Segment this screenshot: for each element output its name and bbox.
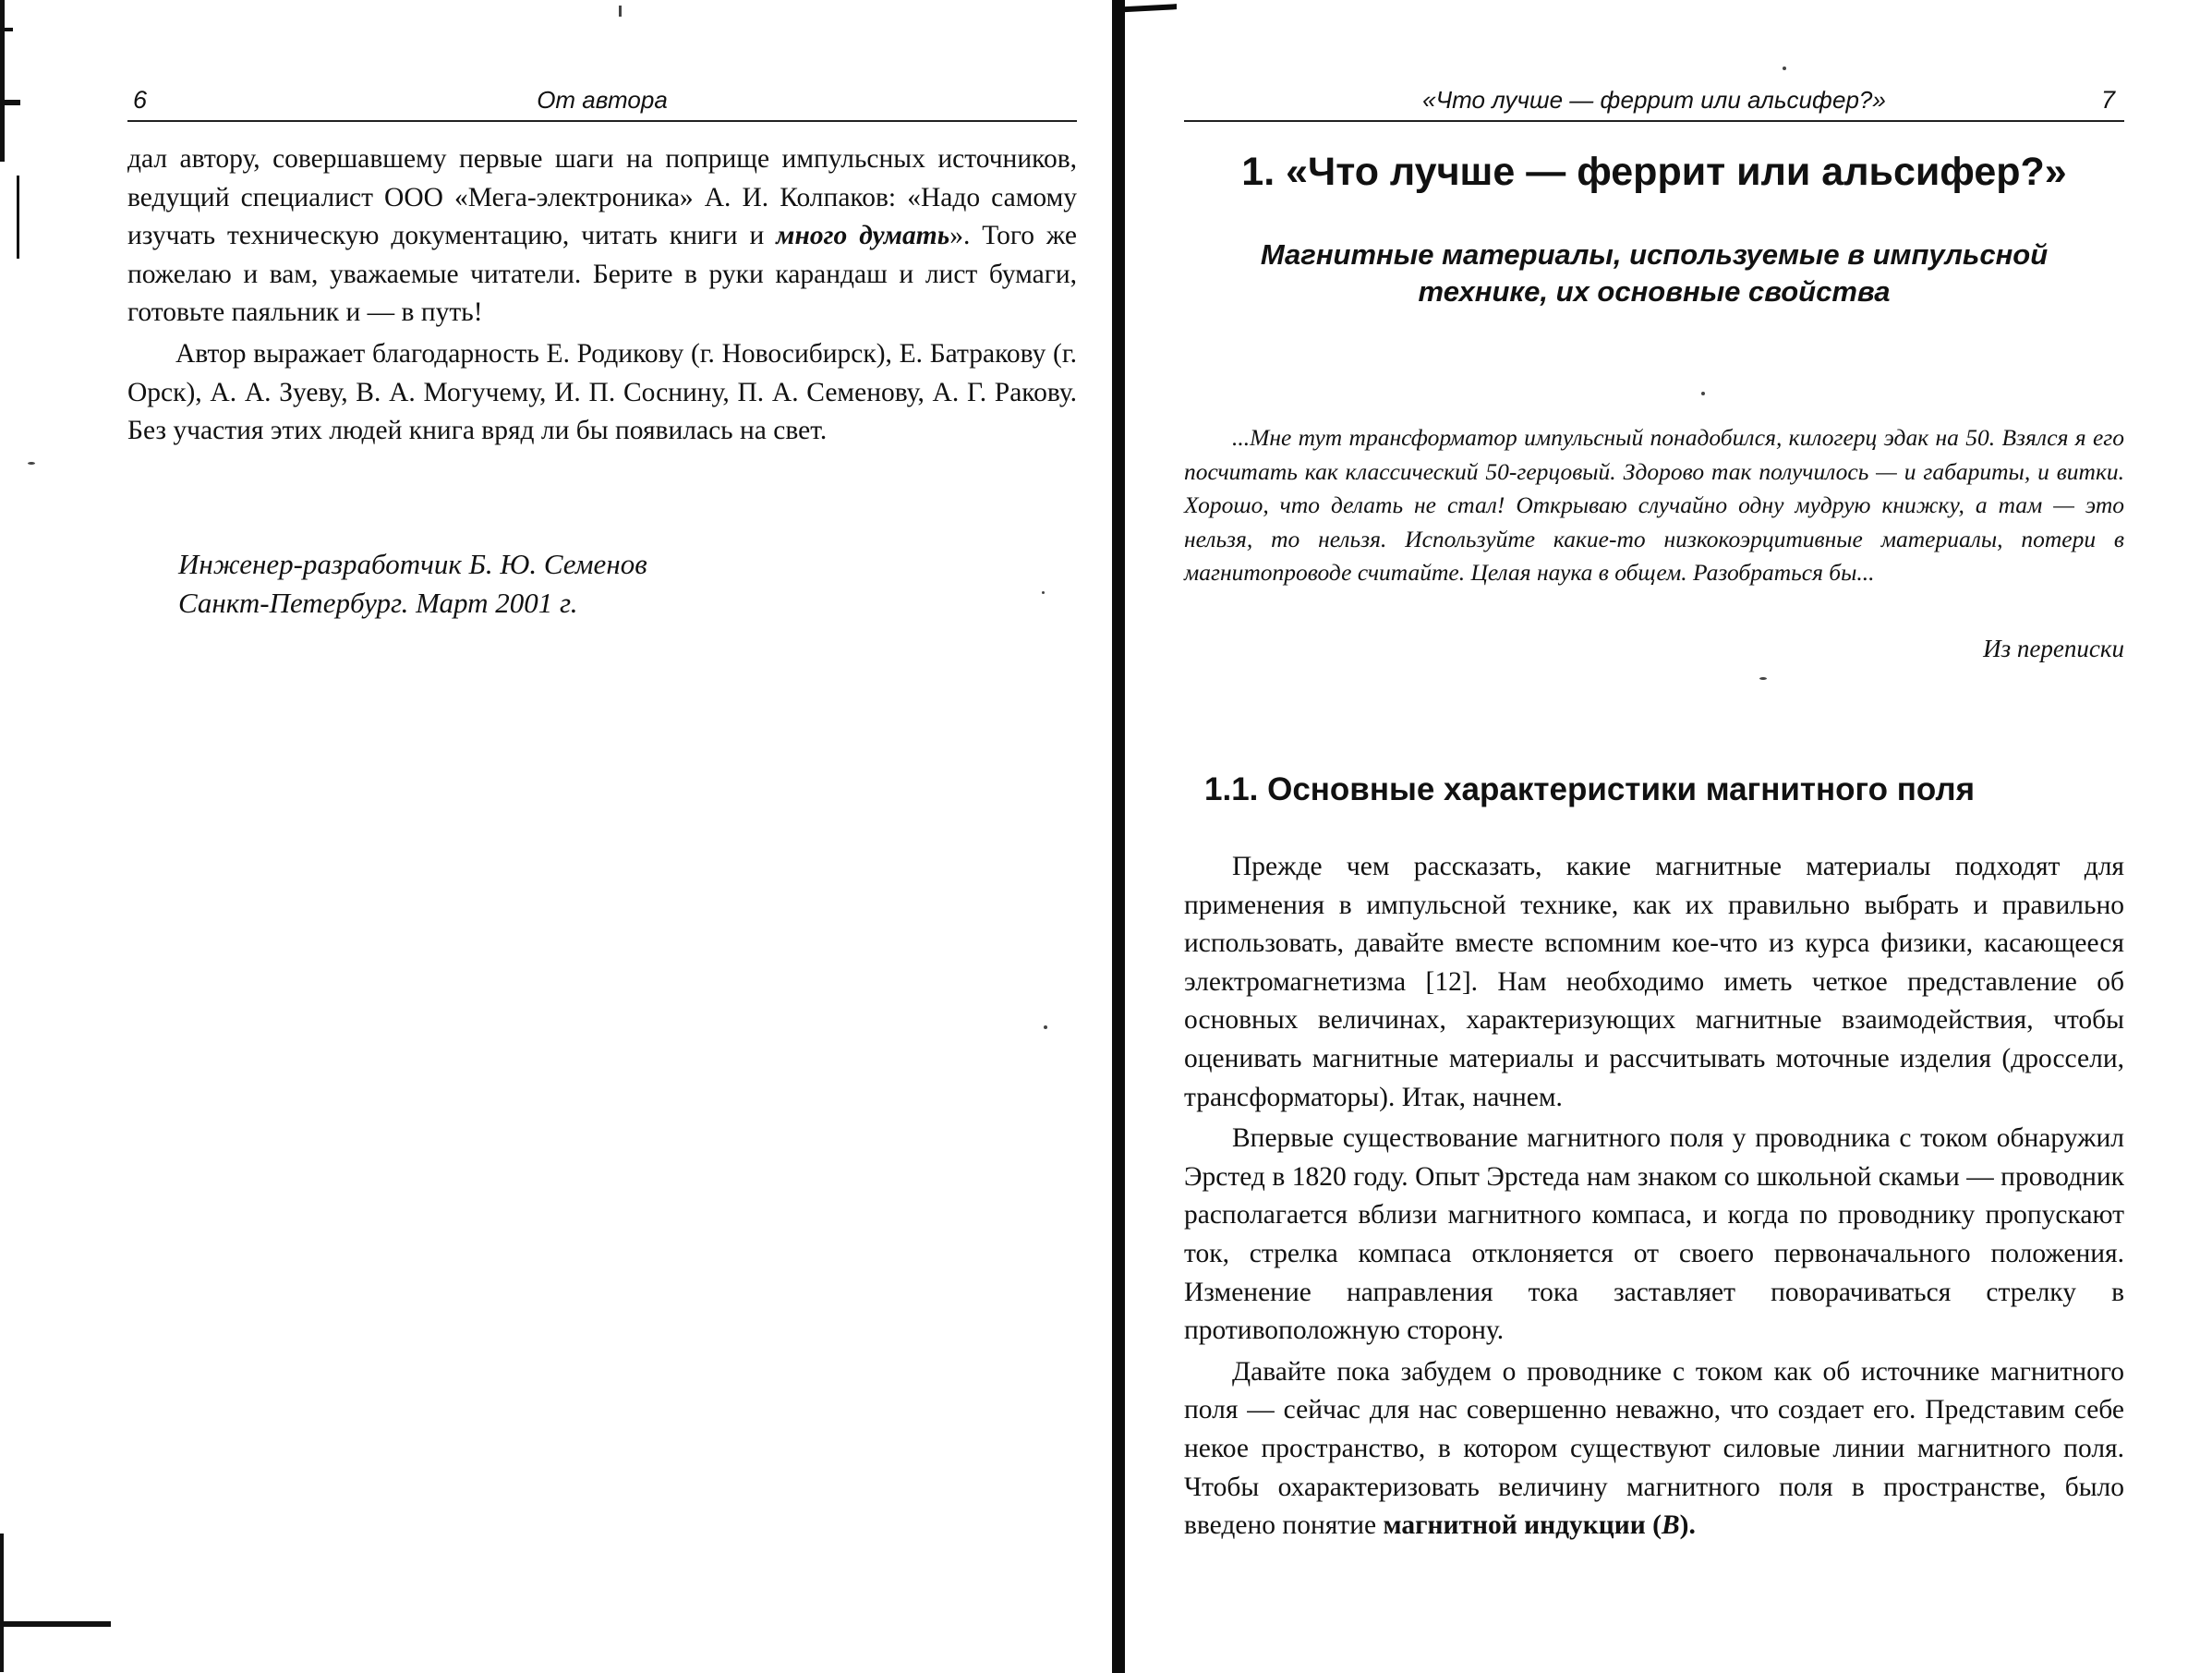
section-title: 1.1. Основные характеристики магнитного поля: [1204, 771, 1976, 807]
scan-edge-mark: [0, 0, 5, 162]
scan-speck: [28, 462, 35, 465]
scan-edge-mark: [0, 100, 20, 105]
epigraph-text: ...Мне тут трансформатор импульсный понадобился, килогерц эдак на 50. Взялся я его посчитать как классический 50-герцовый. Здорово так получилось — и габариты, и витки. Хорошо, что делать не стал! Открываю случайно одну мудрую книжку, а там — это нельзя, то нельзя. Используйте какие-то низкокоэрцитивные материалы, потери в магнитопроводе считайте. Целая наука в общем. Разобраться бы...: [1184, 424, 2124, 586]
body-text: [127, 140, 1077, 451]
body-text: [1184, 848, 2124, 1546]
author-signature: [178, 545, 647, 623]
right-page: [1184, 0, 2124, 1673]
scan-edge-mark: [0, 1534, 4, 1672]
page-number: 6: [133, 86, 148, 114]
emphasis-text: много думать: [776, 221, 950, 251]
epigraph: [1184, 421, 2124, 590]
scan-edge-mark: [17, 176, 19, 259]
page-number: 7: [2100, 86, 2115, 114]
chapter-title: 1. «Что лучше — феррит или альсифер?»: [1241, 150, 2067, 194]
signature-line: Санкт-Петербург. Март 2001 г.: [178, 587, 578, 619]
running-header: [1184, 83, 2124, 122]
acknowledgements-paragraph: Автор выражает благодарность Е. Родикову (г. Новосибирск), Е. Батракову (г. Орск), А. А. Зуеву, В. А. Могучему, И. П. Соснину, П. А. Семенову, А. Г. Ракову. Без участия этих людей книга вряд ли бы появилась на свет.: [127, 338, 1077, 446]
paragraph: Давайте пока забудем о проводнике с током как об источнике магнитного поля — сейчас для нас совершенно неважно, что создает его. Представим себе некое пространство, в котором существуют силовые линии магнитного поля. Чтобы охарактеризовать величину магнитного поля в пространстве, было введено понятие магнитной индукции (B).: [1184, 1356, 2124, 1541]
paragraph: Впервые существование магнитного поля у проводника с током обнаружил Эрстед в 1820 году. Опыт Эрстеда нам знаком со школьной скамьи — проводник располагается вблизи магнитного компаса, и когда по проводнику пропускают ток, стрелка компаса отклоняется от своего первоначального положения. Изменение направления тока заставляет поворачиваться стрелку в противоположную сторону.: [1184, 1123, 2124, 1346]
paragraph: дал автору, совершавшему первые шаги на поприще импульсных источников, ведущий специалист ООО «Мега-электроника» А. И. Колпаков: «Надо самому изучать техническую документацию, читать книги и много думать». Того же пожелаю и вам, уважаемые читатели. Берите в руки карандаш и лист бумаги, готовьте паяльник и — в путь!: [127, 144, 1077, 328]
book-spine-shadow: [1112, 0, 1125, 1673]
scan-edge-mark: [0, 28, 13, 31]
defined-term: магнитной индукции: [1383, 1510, 1646, 1541]
epigraph-source: Из переписки: [1983, 635, 2124, 662]
symbol: B: [1661, 1510, 1680, 1541]
running-head-title: От автора: [537, 86, 668, 114]
signature-line: Инженер-разработчик Б. Ю. Семенов: [178, 548, 647, 580]
paragraph: Прежде чем рассказать, какие магнитные материалы подходят для применения в импульсной технике, как их правильно выбрать и правильно использовать, давайте вместе вспомним кое-что из курса физики, касающееся электромагнетизма [12]. Нам необходимо иметь четкое представление об основных величинах, характеризующих магнитные взаимодействия, чтобы оценивать магнитные материалы и рассчитывать моточные изделия (дроссели, трансформаторы). Итак, начнем.: [1184, 852, 2124, 1112]
left-page: [127, 0, 1077, 1673]
chapter-subtitle: Магнитные материалы, используемые в импульсной технике, их основные свойства: [1260, 238, 2049, 308]
scan-edge-mark: [0, 1621, 111, 1627]
running-header: [127, 83, 1077, 122]
running-head-title: «Что лучше — феррит или альсифер?»: [1422, 86, 1886, 114]
